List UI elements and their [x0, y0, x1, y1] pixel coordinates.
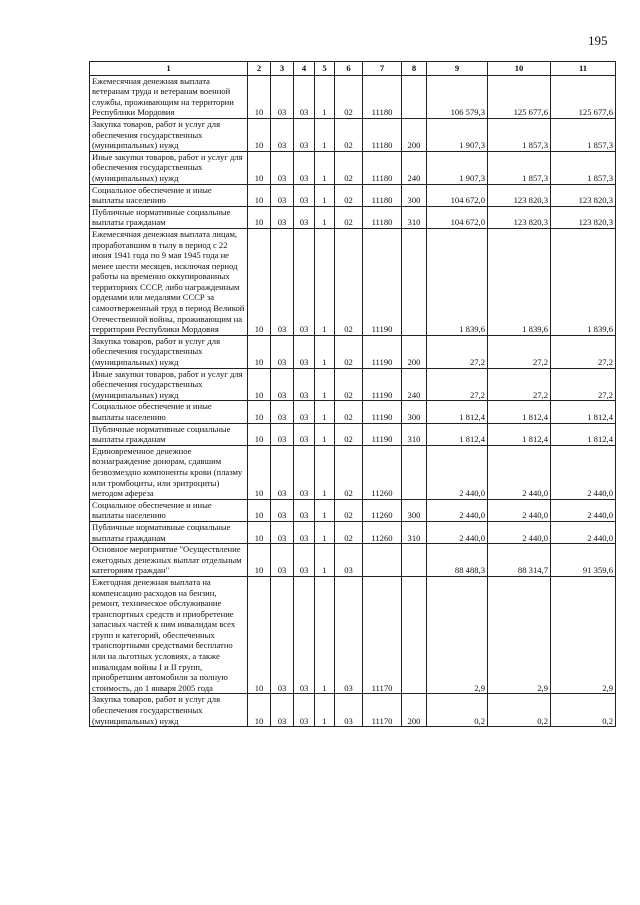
- code-direction: 11180: [363, 151, 402, 184]
- amount-col11: 2 440,0: [551, 445, 616, 499]
- code-activity: 03: [335, 694, 363, 727]
- code-activity: 03: [335, 576, 363, 694]
- amount-col9: 1 907,3: [427, 151, 488, 184]
- amount-col10: 88 314,7: [488, 544, 551, 577]
- row-name: Социальное обеспечение и иные выплаты населению: [90, 401, 248, 423]
- amount-col9: 106 579,3: [427, 75, 488, 118]
- amount-col9: 2 440,0: [427, 445, 488, 499]
- amount-col11: 2,9: [551, 576, 616, 694]
- amount-col11: 123 820,3: [551, 206, 616, 228]
- row-name: Закупка товаров, работ и услуг для обеспечения государственных (муниципальных) нужд: [90, 335, 248, 368]
- amount-col9: 27,2: [427, 368, 488, 401]
- row-name: Закупка товаров, работ и услуг для обеспечения государственных (муниципальных) нужд: [90, 694, 248, 727]
- amount-col10: 125 677,6: [488, 75, 551, 118]
- code-subsection: 03: [271, 544, 294, 577]
- row-name: Ежемесячная денежная выплата ветеранам труда и ветеранам военной службы, проживающим на территории Республики Мордовия: [90, 75, 248, 118]
- code-activity: 02: [335, 445, 363, 499]
- column-header: 10: [488, 62, 551, 76]
- amount-col11: 1 812,4: [551, 401, 616, 423]
- column-header: 9: [427, 62, 488, 76]
- code-subprogram: 1: [315, 521, 335, 543]
- code-expense-type: 300: [402, 499, 427, 521]
- code-direction: 11260: [363, 445, 402, 499]
- code-subsection: 03: [271, 75, 294, 118]
- code-direction: [363, 544, 402, 577]
- code-activity: 02: [335, 401, 363, 423]
- code-program: 03: [294, 423, 315, 445]
- code-program: 03: [294, 184, 315, 206]
- code-subsection: 03: [271, 368, 294, 401]
- code-expense-type: 200: [402, 335, 427, 368]
- code-expense-type: 310: [402, 423, 427, 445]
- code-program: 03: [294, 151, 315, 184]
- code-expense-type: 310: [402, 521, 427, 543]
- amount-col10: 0,2: [488, 694, 551, 727]
- amount-col9: 0,2: [427, 694, 488, 727]
- amount-col9: 1 839,6: [427, 228, 488, 335]
- code-activity: 02: [335, 335, 363, 368]
- code-subprogram: 1: [315, 401, 335, 423]
- amount-col9: 1 907,3: [427, 118, 488, 151]
- amount-col11: 2 440,0: [551, 521, 616, 543]
- amount-col10: 1 857,3: [488, 118, 551, 151]
- code-expense-type: [402, 445, 427, 499]
- amount-col9: 2 440,0: [427, 521, 488, 543]
- table-row: [90, 499, 616, 521]
- code-subsection: 03: [271, 335, 294, 368]
- code-section: 10: [248, 401, 271, 423]
- amount-col11: 91 359,6: [551, 544, 616, 577]
- code-program: 03: [294, 228, 315, 335]
- row-name: Закупка товаров, работ и услуг для обеспечения государственных (муниципальных) нужд: [90, 118, 248, 151]
- code-program: 03: [294, 118, 315, 151]
- code-activity: 02: [335, 368, 363, 401]
- amount-col10: 2 440,0: [488, 499, 551, 521]
- column-header: 1: [90, 62, 248, 76]
- column-header: 6: [335, 62, 363, 76]
- amount-col10: 123 820,3: [488, 184, 551, 206]
- code-expense-type: 200: [402, 694, 427, 727]
- code-section: 10: [248, 423, 271, 445]
- amount-col9: 2 440,0: [427, 499, 488, 521]
- amount-col11: 125 677,6: [551, 75, 616, 118]
- column-header: 5: [315, 62, 335, 76]
- code-subprogram: 1: [315, 423, 335, 445]
- code-section: 10: [248, 335, 271, 368]
- code-subprogram: 1: [315, 544, 335, 577]
- code-subsection: 03: [271, 118, 294, 151]
- code-expense-type: [402, 576, 427, 694]
- row-name: Единовременное денежное вознаграждение донорам, сдавшим безвозмездно компоненты крови (плазму или тромбоциты, или эритроциты) методом афереза: [90, 445, 248, 499]
- code-direction: 11190: [363, 368, 402, 401]
- code-direction: 11190: [363, 423, 402, 445]
- code-program: 03: [294, 75, 315, 118]
- code-section: 10: [248, 75, 271, 118]
- code-direction: 11190: [363, 228, 402, 335]
- code-direction: 11170: [363, 576, 402, 694]
- table-row: [90, 206, 616, 228]
- code-subprogram: 1: [315, 118, 335, 151]
- code-expense-type: [402, 228, 427, 335]
- table-row: [90, 521, 616, 543]
- row-name: Иные закупки товаров, работ и услуг для обеспечения государственных (муниципальных) нужд: [90, 368, 248, 401]
- amount-col11: 27,2: [551, 368, 616, 401]
- amount-col9: 1 812,4: [427, 401, 488, 423]
- code-subsection: 03: [271, 151, 294, 184]
- code-direction: 11180: [363, 184, 402, 206]
- code-program: 03: [294, 445, 315, 499]
- code-program: 03: [294, 521, 315, 543]
- code-expense-type: 240: [402, 151, 427, 184]
- code-subprogram: 1: [315, 206, 335, 228]
- amount-col11: 2 440,0: [551, 499, 616, 521]
- amount-col11: 1 857,3: [551, 151, 616, 184]
- table-row: [90, 544, 616, 577]
- column-header: 11: [551, 62, 616, 76]
- code-section: 10: [248, 118, 271, 151]
- code-subprogram: 1: [315, 499, 335, 521]
- amount-col11: 1 857,3: [551, 118, 616, 151]
- table-row: [90, 445, 616, 499]
- code-subsection: 03: [271, 228, 294, 335]
- code-activity: 02: [335, 206, 363, 228]
- code-section: 10: [248, 228, 271, 335]
- table-row: [90, 75, 616, 118]
- amount-col10: 27,2: [488, 335, 551, 368]
- row-name: Ежемесячная денежная выплата лицам, проработавшим в тылу в период с 22 июня 1941 года по 9 мая 1945 года не менее шести месяцев, исключая период работы на временно оккупированных территориях СССР, либо награжденным орденами или медалями СССР за самоотверженный труд в период Великой Отечественной войны, проживающим на территории Республики Мордовия: [90, 228, 248, 335]
- code-subsection: 03: [271, 445, 294, 499]
- code-activity: 02: [335, 184, 363, 206]
- code-subsection: 03: [271, 499, 294, 521]
- code-direction: 11180: [363, 206, 402, 228]
- code-program: 03: [294, 368, 315, 401]
- code-section: 10: [248, 499, 271, 521]
- code-section: 10: [248, 694, 271, 727]
- code-subprogram: 1: [315, 184, 335, 206]
- column-header: 7: [363, 62, 402, 76]
- amount-col11: 0,2: [551, 694, 616, 727]
- code-subprogram: 1: [315, 445, 335, 499]
- code-section: 10: [248, 184, 271, 206]
- amount-col11: 123 820,3: [551, 184, 616, 206]
- code-direction: 11190: [363, 335, 402, 368]
- row-name: Публичные нормативные социальные выплаты гражданам: [90, 521, 248, 543]
- code-subprogram: 1: [315, 75, 335, 118]
- code-activity: 02: [335, 423, 363, 445]
- amount-col11: 1 812,4: [551, 423, 616, 445]
- table-row: [90, 576, 616, 694]
- code-section: 10: [248, 368, 271, 401]
- amount-col10: 123 820,3: [488, 206, 551, 228]
- code-expense-type: 310: [402, 206, 427, 228]
- amount-col10: 1 812,4: [488, 401, 551, 423]
- code-expense-type: [402, 75, 427, 118]
- code-subsection: 03: [271, 206, 294, 228]
- table-body: [90, 75, 616, 727]
- code-expense-type: 240: [402, 368, 427, 401]
- table-row: [90, 184, 616, 206]
- code-expense-type: 300: [402, 401, 427, 423]
- code-section: 10: [248, 206, 271, 228]
- amount-col11: 27,2: [551, 335, 616, 368]
- code-subsection: 03: [271, 694, 294, 727]
- code-section: 10: [248, 445, 271, 499]
- table-row: [90, 228, 616, 335]
- table-row: [90, 694, 616, 727]
- row-name: Ежегодная денежная выплата на компенсацию расходов на бензин, ремонт, техническое обслуживание транспортных средств и приобретение запасных частей к ним инвалидам всех групп и категорий, обеспеченных транспортными средствами бесплатно или на льготных условиях, а также инвалидам войны I и II групп, приобретшим автомобили за полную стоимость, до 1 января 2005 года: [90, 576, 248, 694]
- code-section: 10: [248, 521, 271, 543]
- amount-col10: 2 440,0: [488, 521, 551, 543]
- amount-col9: 2,9: [427, 576, 488, 694]
- amount-col10: 1 812,4: [488, 423, 551, 445]
- row-name: Основное мероприятие "Осуществление ежегодных денежных выплат отдельным категориям граждан": [90, 544, 248, 577]
- column-header: 8: [402, 62, 427, 76]
- amount-col9: 88 488,3: [427, 544, 488, 577]
- code-direction: 11180: [363, 75, 402, 118]
- row-name: Социальное обеспечение и иные выплаты населению: [90, 499, 248, 521]
- amount-col10: 27,2: [488, 368, 551, 401]
- code-subprogram: 1: [315, 694, 335, 727]
- code-direction: 11170: [363, 694, 402, 727]
- code-activity: 02: [335, 151, 363, 184]
- amount-col11: 1 839,6: [551, 228, 616, 335]
- code-program: 03: [294, 206, 315, 228]
- code-subsection: 03: [271, 401, 294, 423]
- amount-col9: 27,2: [427, 335, 488, 368]
- row-name: Публичные нормативные социальные выплаты гражданам: [90, 423, 248, 445]
- amount-col10: 2,9: [488, 576, 551, 694]
- code-activity: 02: [335, 521, 363, 543]
- table-row: [90, 368, 616, 401]
- column-header: 3: [271, 62, 294, 76]
- code-program: 03: [294, 335, 315, 368]
- header-row: [90, 62, 616, 76]
- code-direction: 11190: [363, 401, 402, 423]
- code-subsection: 03: [271, 184, 294, 206]
- table-row: [90, 335, 616, 368]
- code-subprogram: 1: [315, 335, 335, 368]
- code-subprogram: 1: [315, 368, 335, 401]
- code-activity: 02: [335, 499, 363, 521]
- code-direction: 11180: [363, 118, 402, 151]
- code-direction: 11260: [363, 499, 402, 521]
- code-program: 03: [294, 499, 315, 521]
- table-row: [90, 423, 616, 445]
- code-program: 03: [294, 544, 315, 577]
- row-name: Иные закупки товаров, работ и услуг для обеспечения государственных (муниципальных) нужд: [90, 151, 248, 184]
- code-expense-type: 300: [402, 184, 427, 206]
- code-expense-type: [402, 544, 427, 577]
- code-expense-type: 200: [402, 118, 427, 151]
- amount-col9: 104 672,0: [427, 184, 488, 206]
- code-section: 10: [248, 151, 271, 184]
- code-subprogram: 1: [315, 151, 335, 184]
- code-subprogram: 1: [315, 576, 335, 694]
- code-activity: 02: [335, 118, 363, 151]
- code-direction: 11260: [363, 521, 402, 543]
- amount-col9: 104 672,0: [427, 206, 488, 228]
- code-activity: 03: [335, 544, 363, 577]
- row-name: Публичные нормативные социальные выплаты гражданам: [90, 206, 248, 228]
- budget-table: [89, 61, 616, 727]
- amount-col10: 2 440,0: [488, 445, 551, 499]
- row-name: Социальное обеспечение и иные выплаты населению: [90, 184, 248, 206]
- code-section: 10: [248, 576, 271, 694]
- code-subprogram: 1: [315, 228, 335, 335]
- code-subsection: 03: [271, 576, 294, 694]
- column-header: 4: [294, 62, 315, 76]
- code-activity: 02: [335, 75, 363, 118]
- code-subsection: 03: [271, 423, 294, 445]
- code-program: 03: [294, 401, 315, 423]
- amount-col9: 1 812,4: [427, 423, 488, 445]
- amount-col10: 1 839,6: [488, 228, 551, 335]
- code-section: 10: [248, 544, 271, 577]
- code-program: 03: [294, 576, 315, 694]
- table-row: [90, 401, 616, 423]
- amount-col10: 1 857,3: [488, 151, 551, 184]
- code-subsection: 03: [271, 521, 294, 543]
- table-row: [90, 151, 616, 184]
- page-number: 195: [588, 33, 608, 48]
- column-header: 2: [248, 62, 271, 76]
- code-activity: 02: [335, 228, 363, 335]
- table-row: [90, 118, 616, 151]
- code-program: 03: [294, 694, 315, 727]
